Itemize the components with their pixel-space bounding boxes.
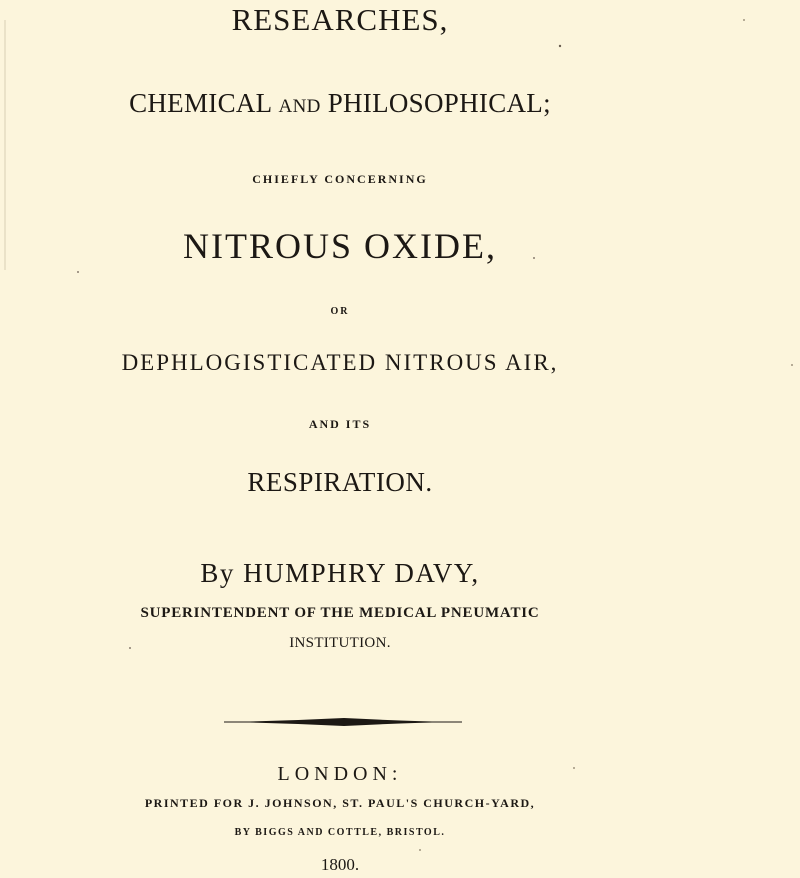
- imprint-year: 1800.: [320, 855, 360, 874]
- author-byline: By HUMPHRY DAVY,: [200, 558, 480, 588]
- title-chemical-philosophical: [0, 90, 680, 117]
- subject-respiration: RESPIRATION.: [247, 467, 433, 497]
- author-position: SUPERINTENDENT OF THE MEDICAL PNEUMATIC: [140, 605, 540, 621]
- title-researches: RESEARCHES,: [231, 2, 449, 37]
- imprint-printer-bristol: BY BIGGS AND COTTLE, BRISTOL.: [234, 827, 446, 838]
- decorative-rule: [224, 710, 464, 734]
- title-chemical: CHEMICAL: [129, 88, 272, 118]
- title-and: AND: [278, 96, 321, 117]
- imprint-printer: PRINTED FOR J. JOHNSON, ST. PAUL'S CHURCH-YARD,: [144, 796, 536, 810]
- conjunction-or: OR: [330, 306, 350, 317]
- subtitle-chiefly-concerning: CHIEFLY CONCERNING: [252, 172, 428, 186]
- connector-and-its: AND ITS: [308, 417, 372, 431]
- title-philosophical: PHILOSOPHICAL;: [327, 88, 551, 118]
- imprint-city: LONDON:: [277, 763, 403, 785]
- subject-nitrous-oxide: NITROUS OXIDE,: [183, 226, 497, 266]
- author-institution: INSTITUTION.: [289, 635, 391, 651]
- subject-dephlogisticated-nitrous-air: DEPHLOGISTICATED NITROUS AIR,: [121, 350, 559, 375]
